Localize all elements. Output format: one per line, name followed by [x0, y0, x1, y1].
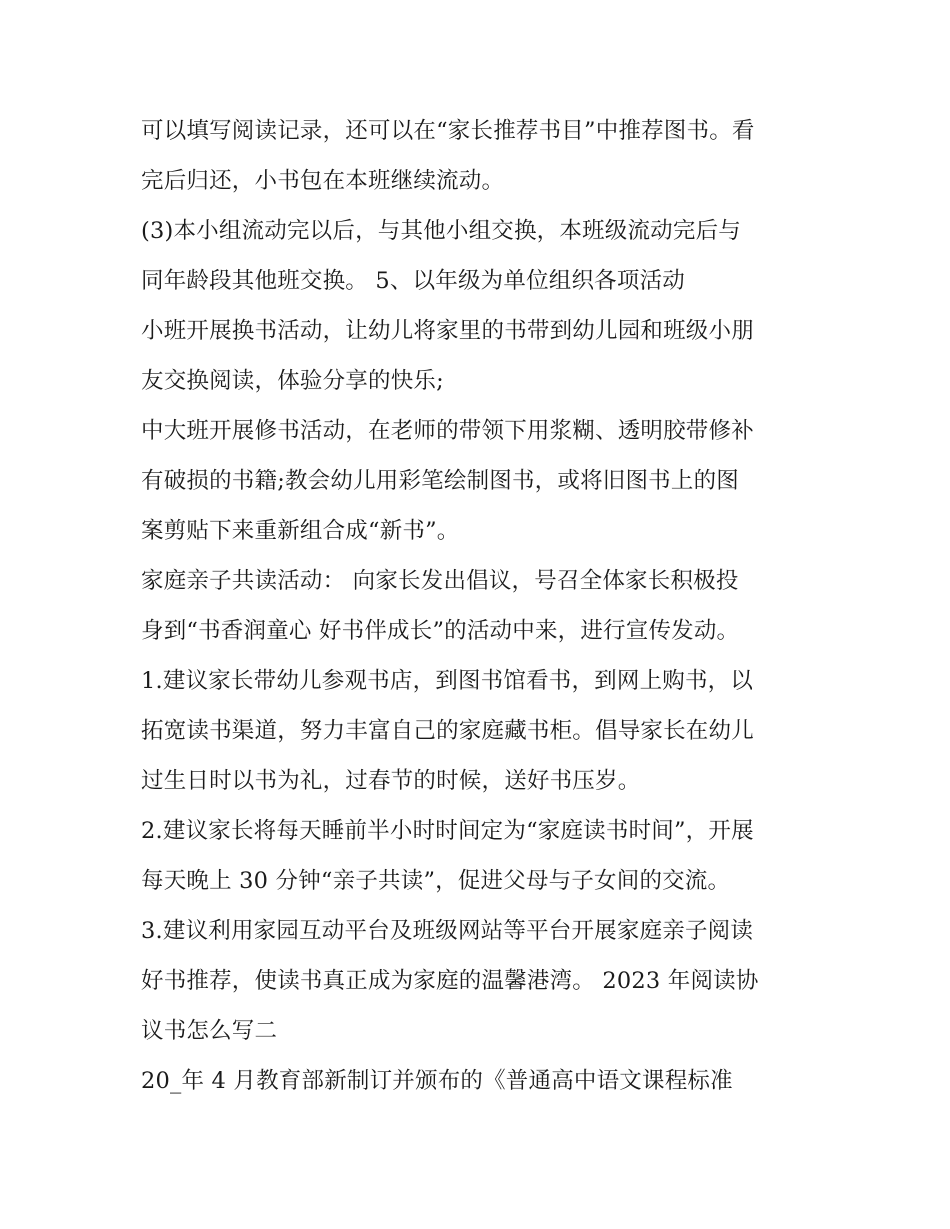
text-line: 好书推荐，使读书真正成为家庭的温馨港湾。 2023 年阅读协 — [141, 968, 759, 994]
text-line: 中大班开展修书活动，在老师的带领下用浆糊、透明胶带修补 — [141, 418, 754, 444]
text-line: 案剪贴下来重新组合成“新书”。 — [141, 518, 460, 544]
text-line: 家庭亲子共读活动： 向家长发出倡议，号召全体家长积极投 — [141, 568, 739, 594]
text-line: (3)本小组流动完以后，与其他小组交换，本班级流动完后与 — [141, 218, 741, 244]
text-line: 小班开展换书活动，让幼儿将家里的书带到幼儿园和班级小朋 — [141, 318, 754, 344]
text-line: 每天晚上 30 分钟“亲子共读”，促进父母与子女间的交流。 — [141, 868, 731, 894]
text-line: 2.建议家长将每天睡前半小时时间定为“家庭读书时间”，开展 — [141, 818, 754, 844]
text-line: 友交换阅读，体验分享的快乐; — [141, 368, 444, 394]
text-line: 过生日时以书为礼，过春节的时候，送好书压岁。 — [141, 768, 641, 794]
text-line: 3.建议利用家园互动平台及班级网站等平台开展家庭亲子阅读 — [141, 918, 754, 944]
text-line: 身到“书香润童心 好书伴成长”的活动中来，进行宣传发动。 — [141, 618, 740, 644]
text-line: 拓宽读书渠道，努力丰富自己的家庭藏书柜。倡导家长在幼儿 — [141, 718, 754, 744]
text-line: 完后归还，小书包在本班继续流动。 — [141, 168, 505, 194]
text-line: 20_年 4 月教育部新制订并颁布的《普通高中语文课程标准 — [141, 1068, 733, 1094]
text-line: 可以填写阅读记录，还可以在“家长推荐书目”中推荐图书。看 — [141, 118, 755, 144]
text-line: 同年龄段其他班交换。 5、以年级为单位组织各项活动 — [141, 268, 685, 294]
text-line: 有破损的书籍;教会幼儿用彩笔绘制图书，或将旧图书上的图 — [141, 468, 739, 494]
text-line: 议书怎么写二 — [141, 1018, 278, 1044]
text-line: 1.建议家长带幼儿参观书店，到图书馆看书，到网上购书，以 — [141, 668, 754, 694]
